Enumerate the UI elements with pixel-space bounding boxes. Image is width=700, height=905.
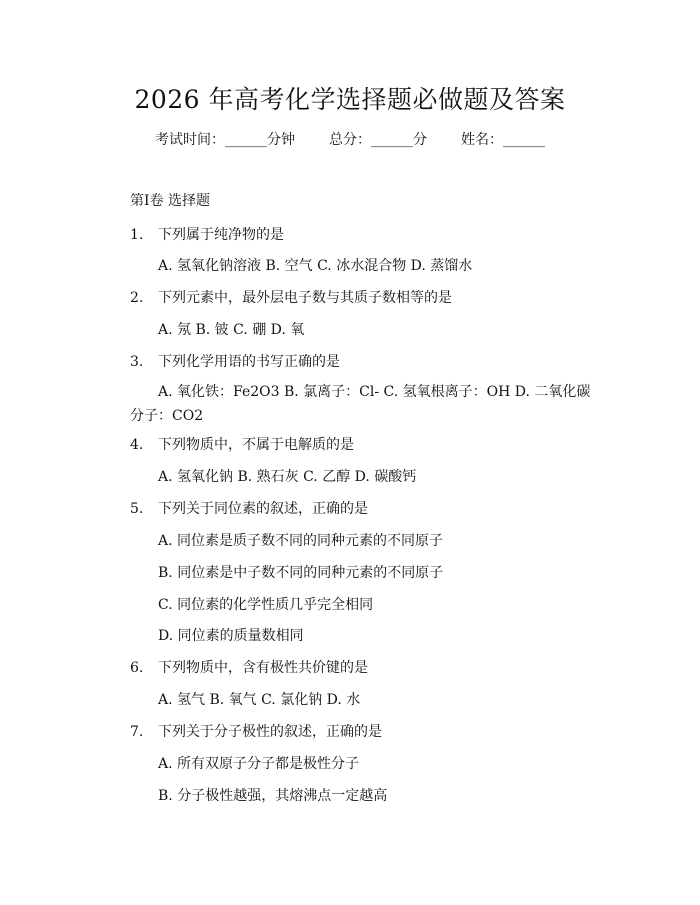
question-7-option-a: A. 所有双原子分子都是极性分子	[158, 756, 360, 772]
question-4	[130, 435, 354, 455]
exam-time-field: 考试时间：______分钟	[155, 132, 295, 148]
question-5-option-d: D. 同位素的质量数相同	[158, 628, 304, 644]
question-3	[130, 352, 340, 372]
question-4-options: A. 氢氧化钠 B. 熟石灰 C. 乙醇 D. 碳酸钙	[158, 469, 417, 485]
question-3-options: A. 氧化铁：Fe2O3 B. 氯离子：Cl- C. 氢氧根离子：OH D. 二氧化碳分子：CO2	[130, 384, 591, 424]
question-number: 4.	[130, 437, 144, 453]
question-2	[130, 288, 452, 308]
question-stem: 下列物质中，不属于电解质的是	[158, 437, 354, 453]
question-stem: 下列属于纯净物的是	[158, 227, 284, 243]
question-number: 7.	[130, 724, 144, 740]
question-5-option-a: A. 同位素是质子数不同的同种元素的不同原子	[158, 533, 444, 549]
exam-info-row	[0, 130, 700, 150]
question-stem: 下列化学用语的书写正确的是	[158, 354, 340, 370]
question-5	[130, 499, 368, 519]
question-6	[130, 658, 368, 678]
question-number: 1.	[130, 227, 144, 243]
question-stem: 下列元素中，最外层电子数与其质子数相等的是	[158, 290, 452, 306]
total-score-field: 总分：______分	[329, 132, 427, 148]
question-7-option-b: B. 分子极性越强，其熔沸点一定越高	[158, 788, 388, 804]
section-heading: 第Ⅰ卷 选择题	[130, 193, 210, 209]
question-stem: 下列关于同位素的叙述，正确的是	[158, 501, 368, 517]
question-7	[130, 722, 382, 742]
question-1	[130, 225, 284, 245]
page-title: 2026 年高考化学选择题必做题及答案	[134, 85, 566, 114]
question-number: 2.	[130, 290, 144, 306]
question-2-options: A. 氖 B. 铍 C. 硼 D. 氧	[158, 322, 305, 338]
name-field: 姓名：______	[461, 132, 545, 148]
question-stem: 下列物质中，含有极性共价键的是	[158, 660, 368, 676]
question-number: 3.	[130, 354, 144, 370]
question-number: 5.	[130, 501, 144, 517]
question-5-option-c: C. 同位素的化学性质几乎完全相同	[158, 597, 374, 613]
question-number: 6.	[130, 660, 144, 676]
question-6-options: A. 氢气 B. 氧气 C. 氯化钠 D. 水	[158, 692, 361, 708]
question-5-option-b: B. 同位素是中子数不同的同种元素的不同原子	[158, 565, 444, 581]
question-stem: 下列关于分子极性的叙述，正确的是	[158, 724, 382, 740]
question-1-options: A. 氢氧化钠溶液 B. 空气 C. 冰水混合物 D. 蒸馏水	[158, 258, 473, 274]
